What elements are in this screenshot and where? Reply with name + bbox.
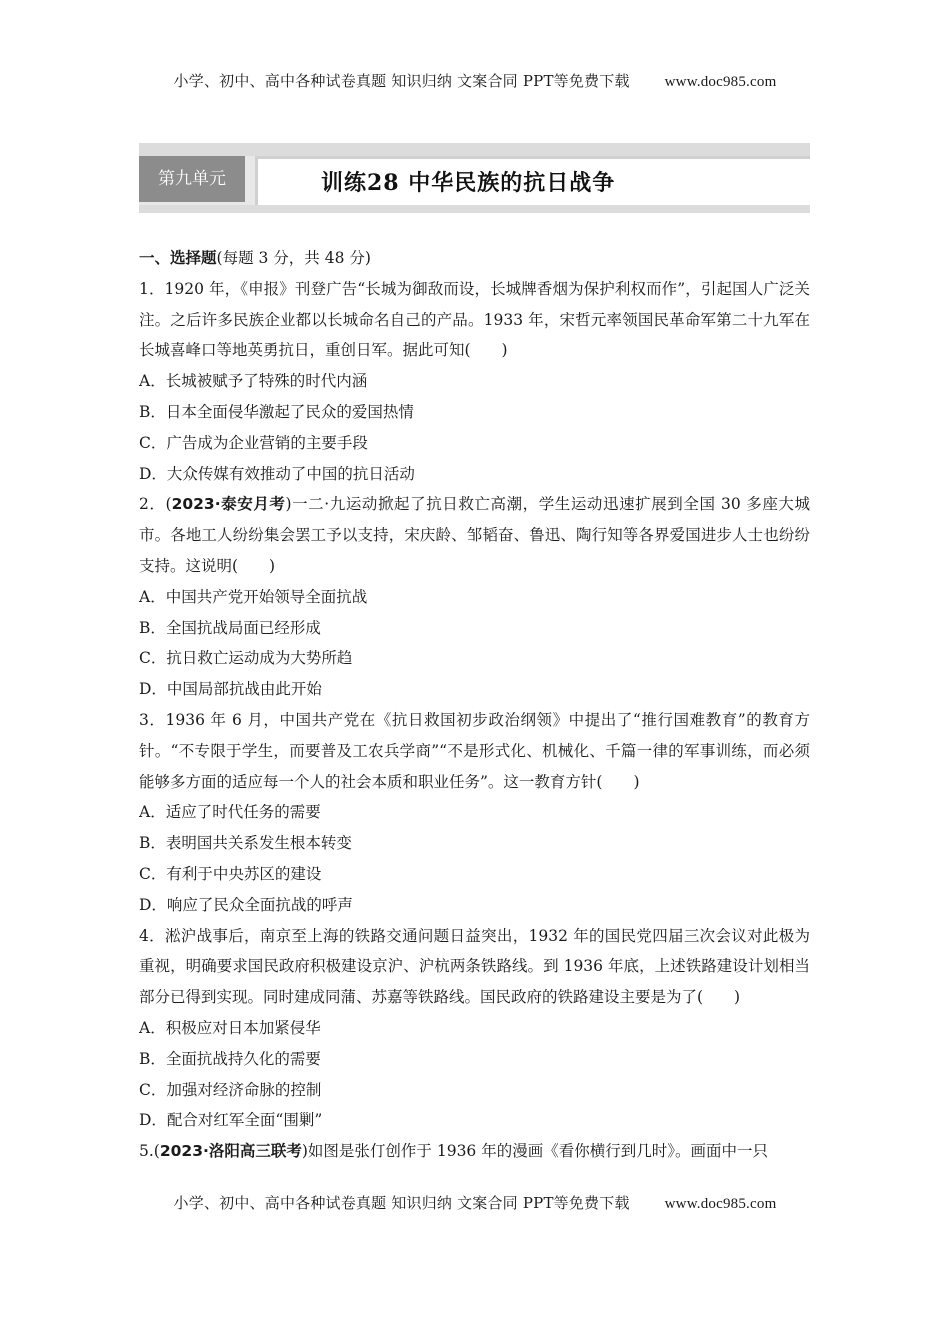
question-source: 2023·洛阳高三联考	[159, 1142, 302, 1161]
option-d: D．中国局部抗战由此开始	[139, 680, 322, 699]
question-4	[139, 921, 810, 1137]
option-a: A．适应了时代任务的需要	[139, 803, 321, 822]
question-source: 2023·泰安月考	[171, 495, 286, 514]
option-b: B．全国抗战局面已经形成	[139, 618, 321, 637]
question-3	[139, 705, 810, 921]
section-title-text: 一、选择题	[139, 249, 217, 267]
question-prefix: 5.(	[139, 1142, 160, 1161]
question-1	[139, 274, 810, 490]
question-2	[139, 489, 810, 705]
option-c: C．加强对经济命脉的控制	[139, 1080, 322, 1099]
question-stem	[139, 489, 810, 581]
question-prefix: 2．(	[139, 495, 172, 514]
option-a: A．中国共产党开始领导全面抗战	[139, 587, 368, 606]
footer-text: 小学、初中、高中各种试卷真题 知识归纳 文案合同 PPT等免费下载	[173, 1194, 630, 1212]
banner-bottom-bar	[139, 205, 810, 213]
question-stem	[139, 1136, 810, 1167]
question-stem: 4．淞沪战事后，南京至上海的铁路交通问题日益突出，1932 年的国民党四届三次会议对此极为重视，明确要求国民政府积极建设京沪、沪杭两条铁路线。到 1936 年底，上述铁路建设计划相当部分已得到实现。同时建成同蒲、苏嘉等铁路线。国民政府的铁路建设主要是为了( )	[139, 926, 810, 1007]
option-d: D．大众传媒有效推动了中国的抗日活动	[139, 464, 415, 483]
header-text: 小学、初中、高中各种试卷真题 知识归纳 文案合同 PPT等免费下载	[173, 72, 630, 90]
header-url[interactable]: www.doc985.com	[664, 74, 777, 90]
banner-top-bar	[139, 143, 810, 156]
option-b: B．日本全面侵华激起了民众的爱国热情	[139, 402, 414, 421]
question-stem: 3．1936 年 6 月，中国共产党在《抗日救国初步政治纲领》中提出了“推行国难教育”的教育方针。“不专限于学生，而要普及工农兵学商”“不是形式化、机械化、千篇一律的军事训练，而必须能够多方面的适应每一个人的社会本质和职业任务”。这一教育方针( )	[139, 710, 810, 791]
option-b: B．全面抗战持久化的需要	[139, 1049, 321, 1068]
option-c: C．抗日救亡运动成为大势所趋	[139, 649, 353, 668]
option-a: A．长城被赋予了特殊的时代内涵	[139, 372, 368, 391]
page-footer	[0, 1192, 950, 1213]
exam-content	[139, 243, 810, 1167]
question-text: )如图是张仃创作于 1936 年的漫画《看你横行到几时》。画面中一只	[301, 1142, 768, 1161]
option-b: B．表明国共关系发生根本转变	[139, 834, 352, 853]
option-c: C．有利于中央苏区的建设	[139, 864, 322, 883]
unit-label: 第九单元	[139, 156, 245, 202]
question-5	[139, 1136, 810, 1167]
footer-url[interactable]: www.doc985.com	[664, 1196, 777, 1212]
section-title	[139, 243, 810, 274]
option-d: D．响应了民众全面抗战的呼声	[139, 895, 353, 914]
option-a: A．积极应对日本加紧侵华	[139, 1018, 321, 1037]
option-d: D．配合对红军全面“围剿”	[139, 1111, 323, 1130]
page-header	[0, 70, 950, 91]
page-title: 训练28 中华民族的抗日战争	[321, 170, 616, 196]
question-text: )一二·九运动掀起了抗日救亡高潮，学生运动迅速扩展到全国 30 多座大城市。各地工人纷纷集会罢工予以支持，宋庆龄、邹韬奋、鲁迅、陶行知等各界爱国进步人士也纷纷支持。这说明( )	[139, 495, 810, 575]
unit-banner	[139, 143, 810, 213]
question-stem: 1．1920 年，《申报》刊登广告“长城为御敌而设，长城牌香烟为保护利权而作”，引起国人广泛关注。之后许多民族企业都以长城命名自己的产品。1933 年，宋哲元率领国民革命军第二十九军在长城喜峰口等地英勇抗日，重创日军。据此可知( )	[139, 279, 810, 360]
title-box	[255, 156, 810, 205]
option-c: C．广告成为企业营销的主要手段	[139, 433, 368, 452]
section-note: (每题 3 分，共 48 分)	[216, 249, 371, 267]
